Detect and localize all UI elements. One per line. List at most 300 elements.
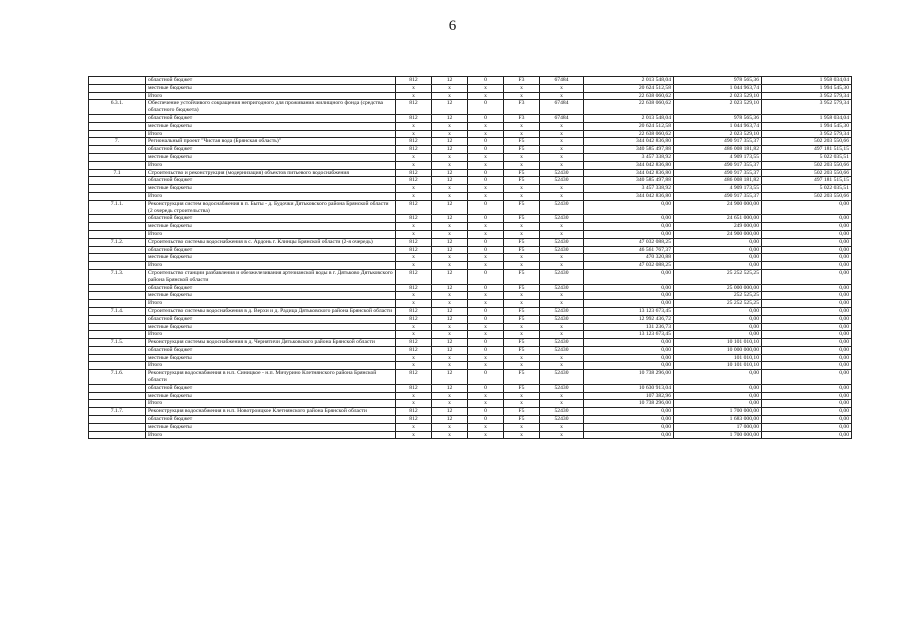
project-code-cell: F5 — [504, 370, 540, 385]
project-code-cell: x — [504, 362, 540, 370]
amount-year1-cell: 0,00 — [584, 362, 674, 370]
amount-year2-cell: 2 023 529,10 — [674, 130, 762, 138]
table-row — [89, 215, 852, 223]
amount-year2-cell: 0,00 — [674, 370, 762, 385]
row-id-cell — [89, 223, 146, 231]
row-name-cell: Итого — [146, 431, 396, 439]
project-code-cell: x — [504, 223, 540, 231]
amount-year2-cell: 0,00 — [674, 254, 762, 262]
expense-code-cell: x — [540, 331, 584, 339]
project-code-cell: x — [504, 300, 540, 308]
ministry-code-cell: x — [396, 392, 432, 400]
section-code-cell: x — [432, 254, 468, 262]
project-code-cell: x — [504, 161, 540, 169]
project-code-cell: F5 — [504, 384, 540, 392]
amount-year3-cell: 0,00 — [762, 246, 852, 254]
project-code-cell: x — [504, 423, 540, 431]
program-code-cell: x — [468, 185, 504, 193]
amount-year3-cell: 3 952 579,34 — [762, 100, 852, 115]
amount-year2-cell: 252 525,25 — [674, 292, 762, 300]
amount-year2-cell: 4 909 173,55 — [674, 153, 762, 161]
ministry-code-cell: x — [396, 254, 432, 262]
amount-year3-cell: 0,00 — [762, 200, 852, 215]
amount-year2-cell: 0,00 — [674, 262, 762, 270]
table-row — [89, 92, 852, 100]
row-name-cell: Строительство и реконструкция (модернизация) объектов питьевого водоснабжения — [146, 169, 396, 177]
ministry-code-cell: x — [396, 354, 432, 362]
project-code-cell: F5 — [504, 246, 540, 254]
expense-code-cell: 52430 — [540, 315, 584, 323]
section-code-cell: x — [432, 192, 468, 200]
table-row — [89, 84, 852, 92]
ministry-code-cell: 812 — [396, 215, 432, 223]
table-row — [89, 423, 852, 431]
expense-code-cell: x — [540, 230, 584, 238]
expense-code-cell: x — [540, 254, 584, 262]
amount-year2-cell: 25 252 525,25 — [674, 269, 762, 284]
amount-year3-cell: 0,00 — [762, 384, 852, 392]
row-name-cell: местные бюджеты — [146, 223, 396, 231]
amount-year1-cell: 344 042 836,80 — [584, 169, 674, 177]
row-id-cell — [89, 300, 146, 308]
amount-year1-cell: 0,00 — [584, 431, 674, 439]
row-name-cell: местные бюджеты — [146, 185, 396, 193]
project-code-cell: F5 — [504, 307, 540, 315]
expense-code-cell: x — [540, 130, 584, 138]
row-id-cell — [89, 331, 146, 339]
expense-code-cell: 52430 — [540, 284, 584, 292]
row-id-cell — [89, 423, 146, 431]
amount-year1-cell: 13 123 673,45 — [584, 331, 674, 339]
amount-year3-cell: 0,00 — [762, 254, 852, 262]
table-row — [89, 114, 852, 122]
amount-year1-cell: 0,00 — [584, 408, 674, 416]
program-code-cell: x — [468, 223, 504, 231]
section-code-cell: x — [432, 354, 468, 362]
amount-year1-cell: 3 457 338,92 — [584, 185, 674, 193]
expense-code-cell: 67484 — [540, 114, 584, 122]
amount-year3-cell: 0,00 — [762, 315, 852, 323]
row-name-cell: местные бюджеты — [146, 292, 396, 300]
amount-year3-cell: 0,00 — [762, 284, 852, 292]
expense-code-cell: 67484 — [540, 100, 584, 115]
ministry-code-cell: 812 — [396, 269, 432, 284]
expense-code-cell: 52430 — [540, 370, 584, 385]
amount-year2-cell: 0,00 — [674, 315, 762, 323]
project-code-cell: x — [504, 392, 540, 400]
program-code-cell: 0 — [468, 100, 504, 115]
program-code-cell: x — [468, 362, 504, 370]
amount-year2-cell: 486 008 181,82 — [674, 177, 762, 185]
project-code-cell: F5 — [504, 238, 540, 246]
amount-year2-cell: 101 010,10 — [674, 354, 762, 362]
ministry-code-cell: 812 — [396, 408, 432, 416]
project-code-cell: x — [504, 84, 540, 92]
row-name-cell: Реконструкция водоснабжения в н.п. Новотроицкое Клетнянского района Брянской области — [146, 408, 396, 416]
section-code-cell: x — [432, 262, 468, 270]
row-name-cell: Обеспечение устойчивого сокращения непригодного для проживания жилищного фонда (средства областного бюджета) — [146, 100, 396, 115]
project-code-cell: x — [504, 431, 540, 439]
amount-year3-cell: 0,00 — [762, 238, 852, 246]
expense-code-cell: 52430 — [540, 177, 584, 185]
row-name-cell: областной бюджет — [146, 284, 396, 292]
section-code-cell: 12 — [432, 215, 468, 223]
program-code-cell: 0 — [468, 238, 504, 246]
amount-year1-cell: 0,00 — [584, 284, 674, 292]
project-code-cell: F5 — [504, 408, 540, 416]
ministry-code-cell: x — [396, 130, 432, 138]
section-code-cell: 12 — [432, 200, 468, 215]
ministry-code-cell: 812 — [396, 114, 432, 122]
amount-year3-cell: 0,00 — [762, 262, 852, 270]
ministry-code-cell: x — [396, 161, 432, 169]
section-code-cell: 12 — [432, 408, 468, 416]
section-code-cell: x — [432, 92, 468, 100]
amount-year1-cell: 20 624 512,58 — [584, 122, 674, 130]
row-id-cell: 7. — [89, 138, 146, 146]
section-code-cell: 12 — [432, 370, 468, 385]
project-code-cell: F5 — [504, 416, 540, 424]
amount-year2-cell: 4 909 173,55 — [674, 185, 762, 193]
amount-year2-cell: 0,00 — [674, 323, 762, 331]
table-row — [89, 431, 852, 439]
amount-year1-cell: 47 032 088,25 — [584, 262, 674, 270]
program-code-cell: x — [468, 300, 504, 308]
amount-year1-cell: 131 236,73 — [584, 323, 674, 331]
ministry-code-cell: x — [396, 323, 432, 331]
program-code-cell: 0 — [468, 269, 504, 284]
amount-year1-cell: 107 382,96 — [584, 392, 674, 400]
program-code-cell: 0 — [468, 246, 504, 254]
amount-year2-cell: 0,00 — [674, 246, 762, 254]
program-code-cell: x — [468, 161, 504, 169]
amount-year3-cell: 0,00 — [762, 215, 852, 223]
expense-code-cell: x — [540, 84, 584, 92]
program-code-cell: x — [468, 323, 504, 331]
row-id-cell — [89, 122, 146, 130]
amount-year3-cell: 0,00 — [762, 431, 852, 439]
amount-year3-cell: 0,00 — [762, 323, 852, 331]
expense-code-cell: x — [540, 362, 584, 370]
row-name-cell: Региональный проект "Чистая вода (Брянская область)" — [146, 138, 396, 146]
amount-year2-cell: 0,00 — [674, 400, 762, 408]
amount-year1-cell: 10 738 296,00 — [584, 370, 674, 385]
row-id-cell — [89, 392, 146, 400]
project-code-cell: F5 — [504, 138, 540, 146]
row-id-cell — [89, 384, 146, 392]
ministry-code-cell: 812 — [396, 77, 432, 85]
amount-year1-cell: 47 032 088,25 — [584, 238, 674, 246]
row-name-cell: областной бюджет — [146, 146, 396, 154]
table-row — [89, 416, 852, 424]
program-code-cell: x — [468, 192, 504, 200]
section-code-cell: 12 — [432, 269, 468, 284]
amount-year1-cell: 340 585 497,88 — [584, 146, 674, 154]
table-row — [89, 254, 852, 262]
program-code-cell: 0 — [468, 315, 504, 323]
expense-code-cell: 52430 — [540, 346, 584, 354]
table-row — [89, 262, 852, 270]
amount-year3-cell: 1 994 545,30 — [762, 122, 852, 130]
project-code-cell: x — [504, 130, 540, 138]
table-row — [89, 354, 852, 362]
row-id-cell — [89, 246, 146, 254]
row-name-cell: областной бюджет — [146, 215, 396, 223]
program-code-cell: 0 — [468, 138, 504, 146]
amount-year1-cell: 10 630 913,04 — [584, 384, 674, 392]
program-code-cell: x — [468, 354, 504, 362]
expense-code-cell: 52430 — [540, 307, 584, 315]
ministry-code-cell: x — [396, 84, 432, 92]
expense-code-cell: x — [540, 122, 584, 130]
amount-year3-cell: 0,00 — [762, 423, 852, 431]
project-code-cell: F3 — [504, 77, 540, 85]
ministry-code-cell: 812 — [396, 200, 432, 215]
row-name-cell: местные бюджеты — [146, 122, 396, 130]
ministry-code-cell: x — [396, 153, 432, 161]
expense-code-cell: x — [540, 423, 584, 431]
ministry-code-cell: x — [396, 431, 432, 439]
table-row — [89, 384, 852, 392]
amount-year3-cell: 502 203 550,66 — [762, 138, 852, 146]
expense-code-cell: 52430 — [540, 200, 584, 215]
project-code-cell: x — [504, 323, 540, 331]
table-row — [89, 153, 852, 161]
section-code-cell: x — [432, 431, 468, 439]
row-name-cell: областной бюджет — [146, 177, 396, 185]
row-name-cell: областной бюджет — [146, 346, 396, 354]
project-code-cell: x — [504, 400, 540, 408]
row-id-cell: 7.1.1. — [89, 200, 146, 215]
program-code-cell: 0 — [468, 284, 504, 292]
row-name-cell: областной бюджет — [146, 77, 396, 85]
page-number: 6 — [448, 18, 457, 34]
row-id-cell — [89, 230, 146, 238]
amount-year1-cell: 13 123 673,45 — [584, 307, 674, 315]
amount-year1-cell: 22 638 060,62 — [584, 92, 674, 100]
ministry-code-cell: x — [396, 92, 432, 100]
table-row — [89, 400, 852, 408]
amount-year1-cell: 344 042 836,80 — [584, 192, 674, 200]
budget-table — [88, 76, 852, 439]
amount-year2-cell: 25 000 000,00 — [674, 284, 762, 292]
section-code-cell: 12 — [432, 238, 468, 246]
row-name-cell: Реконструкция водоснабжения в н.п. Синицкое - н.п. Мичурино Клетнянского района Брянской области — [146, 370, 396, 385]
expense-code-cell: 52430 — [540, 215, 584, 223]
table-row — [89, 269, 852, 284]
row-id-cell: 7.1.7. — [89, 408, 146, 416]
program-code-cell: x — [468, 400, 504, 408]
row-id-cell — [89, 77, 146, 85]
amount-year1-cell: 344 042 836,80 — [584, 161, 674, 169]
row-name-cell: Итого — [146, 400, 396, 408]
amount-year3-cell: 0,00 — [762, 392, 852, 400]
row-name-cell: местные бюджеты — [146, 323, 396, 331]
amount-year2-cell: 25 252 525,25 — [674, 300, 762, 308]
ministry-code-cell: x — [396, 300, 432, 308]
ministry-code-cell: x — [396, 192, 432, 200]
project-code-cell: x — [504, 122, 540, 130]
amount-year2-cell: 490 917 355,37 — [674, 138, 762, 146]
amount-year2-cell: 1 044 963,74 — [674, 122, 762, 130]
table-row — [89, 339, 852, 347]
row-id-cell — [89, 362, 146, 370]
row-id-cell: 7.1 — [89, 169, 146, 177]
amount-year2-cell: 0,00 — [674, 392, 762, 400]
expense-code-cell: 52430 — [540, 408, 584, 416]
amount-year3-cell: 0,00 — [762, 230, 852, 238]
ministry-code-cell: 812 — [396, 238, 432, 246]
amount-year3-cell: 0,00 — [762, 370, 852, 385]
project-code-cell: x — [504, 185, 540, 193]
row-id-cell: 7.1.5. — [89, 339, 146, 347]
ministry-code-cell: 812 — [396, 384, 432, 392]
section-code-cell: x — [432, 84, 468, 92]
table-row — [89, 300, 852, 308]
row-id-cell — [89, 177, 146, 185]
project-code-cell: x — [504, 262, 540, 270]
amount-year3-cell: 0,00 — [762, 307, 852, 315]
project-code-cell: F5 — [504, 339, 540, 347]
amount-year3-cell: 497 181 515,15 — [762, 146, 852, 154]
ministry-code-cell: x — [396, 185, 432, 193]
expense-code-cell: 52430 — [540, 169, 584, 177]
amount-year2-cell: 490 917 355,37 — [674, 169, 762, 177]
section-code-cell: x — [432, 122, 468, 130]
expense-code-cell: 52430 — [540, 246, 584, 254]
project-code-cell: x — [504, 153, 540, 161]
section-code-cell: x — [432, 423, 468, 431]
amount-year3-cell: 502 203 550,66 — [762, 161, 852, 169]
amount-year2-cell: 10 101 010,10 — [674, 362, 762, 370]
project-code-cell: x — [504, 230, 540, 238]
section-code-cell: 12 — [432, 284, 468, 292]
project-code-cell: F3 — [504, 114, 540, 122]
amount-year2-cell: 10 000 000,00 — [674, 346, 762, 354]
table-row — [89, 362, 852, 370]
row-name-cell: местные бюджеты — [146, 153, 396, 161]
ministry-code-cell: 812 — [396, 284, 432, 292]
amount-year2-cell: 0,00 — [674, 384, 762, 392]
ministry-code-cell: 812 — [396, 146, 432, 154]
amount-year3-cell: 0,00 — [762, 223, 852, 231]
amount-year2-cell: 24 900 000,00 — [674, 200, 762, 215]
row-id-cell — [89, 92, 146, 100]
row-id-cell — [89, 400, 146, 408]
project-code-cell: F5 — [504, 269, 540, 284]
program-code-cell: 0 — [468, 339, 504, 347]
project-code-cell: x — [504, 92, 540, 100]
row-id-cell — [89, 185, 146, 193]
table-row — [89, 100, 852, 115]
expense-code-cell: x — [540, 323, 584, 331]
amount-year1-cell: 12 992 436,72 — [584, 315, 674, 323]
project-code-cell: F3 — [504, 100, 540, 115]
table-row — [89, 192, 852, 200]
amount-year1-cell: 0,00 — [584, 269, 674, 284]
amount-year1-cell: 0,00 — [584, 300, 674, 308]
amount-year2-cell: 24 900 000,00 — [674, 230, 762, 238]
row-id-cell: 7.1.3. — [89, 269, 146, 284]
amount-year1-cell: 0,00 — [584, 292, 674, 300]
amount-year1-cell: 0,00 — [584, 230, 674, 238]
amount-year1-cell: 0,00 — [584, 423, 674, 431]
row-id-cell — [89, 146, 146, 154]
amount-year1-cell: 10 738 296,00 — [584, 400, 674, 408]
section-code-cell: 12 — [432, 384, 468, 392]
section-code-cell: x — [432, 185, 468, 193]
project-code-cell: F5 — [504, 346, 540, 354]
program-code-cell: 0 — [468, 200, 504, 215]
program-code-cell: 0 — [468, 114, 504, 122]
amount-year3-cell: 3 952 579,34 — [762, 130, 852, 138]
amount-year3-cell: 5 022 035,51 — [762, 153, 852, 161]
amount-year1-cell: 470 320,88 — [584, 254, 674, 262]
expense-code-cell: 67484 — [540, 77, 584, 85]
program-code-cell: x — [468, 230, 504, 238]
amount-year3-cell: 0,00 — [762, 292, 852, 300]
row-name-cell: областной бюджет — [146, 114, 396, 122]
row-id-cell — [89, 323, 146, 331]
amount-year2-cell: 1 700 000,00 — [674, 408, 762, 416]
program-code-cell: x — [468, 331, 504, 339]
section-code-cell: 12 — [432, 246, 468, 254]
section-code-cell: 12 — [432, 307, 468, 315]
row-id-cell — [89, 161, 146, 169]
table-row — [89, 200, 852, 215]
ministry-code-cell: 812 — [396, 138, 432, 146]
table-row — [89, 177, 852, 185]
amount-year2-cell: 17 000,00 — [674, 423, 762, 431]
section-code-cell: 12 — [432, 346, 468, 354]
amount-year1-cell: 22 638 060,62 — [584, 130, 674, 138]
section-code-cell: x — [432, 392, 468, 400]
row-name-cell: Реконструкция системы водоснабжения в д. Чернятичи Дятьковского района Брянской области — [146, 339, 396, 347]
amount-year1-cell: 0,00 — [584, 223, 674, 231]
program-code-cell: 0 — [468, 77, 504, 85]
row-name-cell: областной бюджет — [146, 246, 396, 254]
amount-year2-cell: 486 008 181,82 — [674, 146, 762, 154]
expense-code-cell: x — [540, 354, 584, 362]
table-row — [89, 169, 852, 177]
amount-year3-cell: 5 022 035,51 — [762, 185, 852, 193]
row-name-cell: местные бюджеты — [146, 254, 396, 262]
expense-code-cell: x — [540, 431, 584, 439]
project-code-cell: F5 — [504, 177, 540, 185]
amount-year1-cell: 344 042 836,80 — [584, 138, 674, 146]
expense-code-cell: 52430 — [540, 384, 584, 392]
amount-year1-cell: 46 561 767,37 — [584, 246, 674, 254]
expense-code-cell: x — [540, 300, 584, 308]
row-name-cell: Итого — [146, 362, 396, 370]
row-id-cell — [89, 84, 146, 92]
ministry-code-cell: x — [396, 362, 432, 370]
row-id-cell — [89, 416, 146, 424]
expense-code-cell: x — [540, 138, 584, 146]
project-code-cell: x — [504, 331, 540, 339]
row-name-cell: Итого — [146, 331, 396, 339]
amount-year3-cell: 0,00 — [762, 300, 852, 308]
section-code-cell: x — [432, 400, 468, 408]
program-code-cell: 0 — [468, 177, 504, 185]
amount-year1-cell: 0,00 — [584, 416, 674, 424]
row-id-cell — [89, 114, 146, 122]
ministry-code-cell: x — [396, 122, 432, 130]
expense-code-cell: x — [540, 161, 584, 169]
program-code-cell: x — [468, 431, 504, 439]
row-name-cell: местные бюджеты — [146, 423, 396, 431]
row-id-cell — [89, 354, 146, 362]
